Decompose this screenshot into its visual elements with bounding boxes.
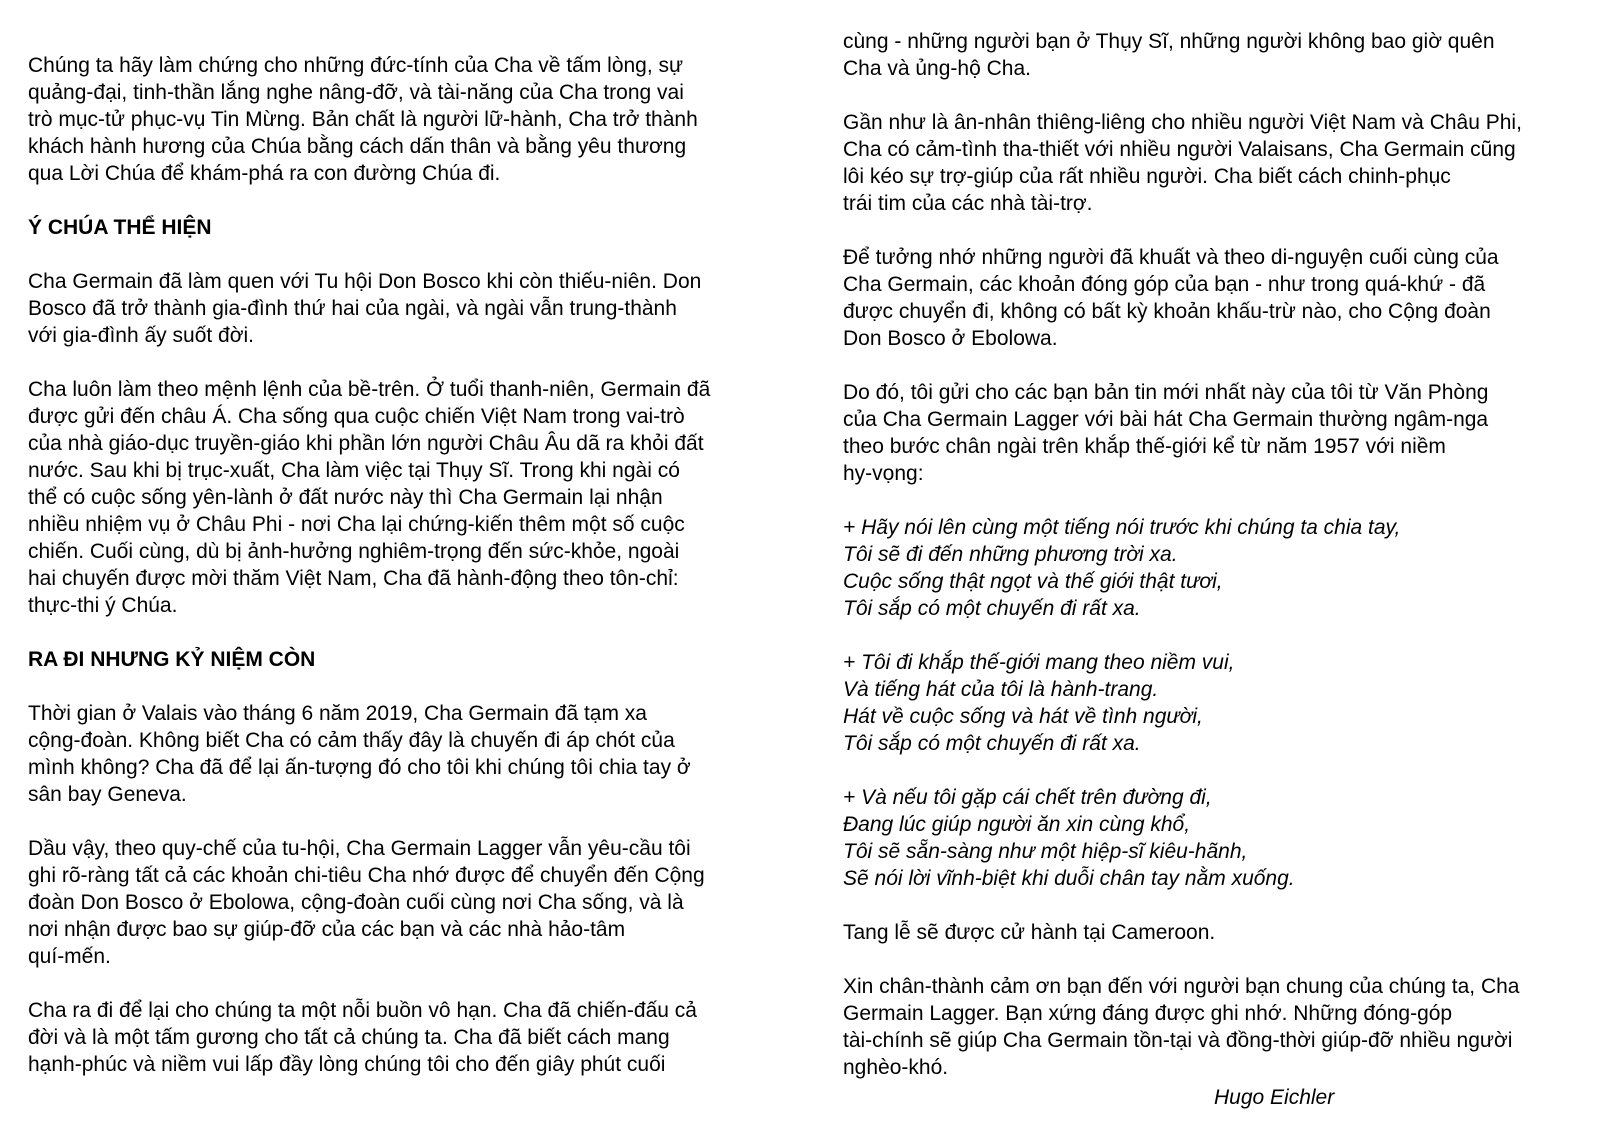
text-line: nhiều nhiệm vụ ở Châu Phi - nơi Cha lại chứng-kiến thêm một số cuộc [28, 513, 685, 536]
text-line: với gia-đình ấy suốt đời. [28, 324, 254, 347]
verse-line: Tôi sẽ đi đến những phương trời xa. [843, 543, 1178, 566]
text-line: nước. Sau khi bị trục-xuất, Cha làm việc tại Thụy Sĩ. Trong khi ngài có [28, 459, 680, 482]
right-column [843, 28, 1583, 1111]
paragraph-intro [28, 52, 788, 187]
text-line: Don Bosco ở Ebolowa. [843, 327, 1058, 350]
paragraph-benefactor [843, 109, 1583, 217]
text-line: Cha ra đi để lại cho chúng ta một nỗi buồn vô hạn. Cha đã chiến-đấu cả [28, 999, 697, 1022]
signature: Hugo Eichler [1214, 1086, 1335, 1109]
paragraph-friends [843, 28, 1583, 82]
text-line: cộng-đoàn. Không biết Cha có cảm thấy đây là chuyến đi áp chót của [28, 729, 675, 752]
verse-line: Và tiếng hát của tôi là hành-trang. [843, 678, 1159, 701]
paragraph-contributions [843, 244, 1583, 352]
text-line: hai chuyến được mời thăm Việt Nam, Cha đã hành-động theo tôn-chỉ: [28, 567, 679, 590]
section-heading-y-chua: Ý CHÚA THỂ HIỆN [28, 216, 212, 239]
text-line: Cha Germain đã làm quen với Tu hội Don Bosco khi còn thiếu-niên. Don [28, 270, 702, 293]
text-line: Gần như là ân-nhân thiêng-liêng cho nhiều người Việt Nam và Châu Phi, [843, 111, 1522, 134]
text-line: hạnh-phúc và niềm vui lấp đầy lòng chúng tôi cho đến giây phút cuối [28, 1053, 666, 1076]
text-line: Dầu vậy, theo quy-chế của tu-hội, Cha Germain Lagger vẫn yêu-cầu tôi [28, 837, 691, 860]
verse-line: Sẽ nói lời vĩnh-biệt khi duỗi chân tay nằm xuống. [843, 867, 1295, 890]
verse-line: Cuộc sống thật ngọt và thế giới thật tươi, [843, 570, 1223, 593]
verse-line: Hát về cuộc sống và hát về tình người, [843, 705, 1203, 728]
song-verse-2 [843, 649, 1583, 757]
text-line: qua Lời Chúa để khám-phá ra con đường Chúa đi. [28, 162, 501, 185]
text-line: hy-vọng: [843, 462, 924, 485]
text-line: đời và là một tấm gương cho tất cả chúng ta. Cha đã biết cách mang [28, 1026, 670, 1049]
text-line: thực-thi ý Chúa. [28, 594, 178, 617]
text-line: Cha luôn làm theo mệnh lệnh của bề-trên. Ở tuổi thanh-niên, Germain đã [28, 378, 711, 401]
text-line: mình không? Cha đã để lại ấn-tượng đó cho tôi khi chúng tôi chia tay ở [28, 756, 691, 779]
verse-line: Tôi sẽ sẵn-sàng như một hiệp-sĩ kiêu-hãnh, [843, 840, 1248, 863]
text-line: của Cha Germain Lagger với bài hát Cha Germain thường ngâm-nga [843, 408, 1489, 431]
text-line: cùng - những người bạn ở Thụy Sĩ, những người không bao giờ quên [843, 30, 1495, 53]
text-line: trò mục-tử phục-vụ Tin Mừng. Bản chất là người lữ-hành, Cha trở thành [28, 108, 698, 131]
text-line: ghi rõ-ràng tất cả các khoản chi-tiêu Cha nhớ được để chuyển đến Cộng [28, 864, 705, 887]
text-line: Cha Germain, các khoản đóng góp của bạn - như trong quá-khứ - đã [843, 273, 1486, 296]
text-line: trái tim của các nhà tài-trợ. [843, 192, 1093, 215]
text-line: Xin chân-thành cảm ơn bạn đến với người bạn chung của chúng ta, Cha [843, 975, 1520, 998]
text-line: Tang lễ sẽ được cử hành tại Cameroon. [843, 921, 1216, 944]
paragraph-sorrow [28, 997, 788, 1078]
text-line: lôi kéo sự trợ-giúp của rất nhiều người. Cha biết cách chinh-phục [843, 165, 1451, 188]
text-line: Thời gian ở Valais vào tháng 6 năm 2019, Cha Germain đã tạm xa [28, 702, 647, 725]
paragraph-thanks [843, 973, 1583, 1081]
paragraph-funeral [843, 919, 1583, 946]
text-line: Do đó, tôi gửi cho các bạn bản tin mới nhất này của tôi từ Văn Phòng [843, 381, 1489, 404]
paragraph-expenses [28, 835, 788, 970]
text-line: Bosco đã trở thành gia-đình thứ hai của ngài, và ngài vẫn trung-thành [28, 297, 677, 320]
text-line: theo bước chân ngài trên khắp thế-giới kể từ năm 1957 với niềm [843, 435, 1446, 458]
text-line: sân bay Geneva. [28, 783, 187, 806]
song-verse-1 [843, 514, 1583, 622]
text-line: của nhà giáo-dục truyền-giáo khi phần lớn người Châu Âu dã ra khỏi đất [28, 432, 704, 455]
text-line: đoàn Don Bosco ở Ebolowa, cộng-đoàn cuối cùng nơi Cha sống, và là [28, 891, 684, 914]
verse-line: + Và nếu tôi gặp cái chết trên đường đi, [843, 786, 1212, 809]
paragraph-don-bosco [28, 268, 788, 349]
text-line: được gửi đến châu Á. Cha sống qua cuộc chiến Việt Nam trong vai-trò [28, 405, 685, 428]
text-line: khách hành hương của Chúa bằng cách dấn thân và bằng yêu thương [28, 135, 687, 158]
text-line: được chuyển đi, không có bất kỳ khoản khấu-trừ nào, cho Cộng đoàn [843, 300, 1491, 323]
verse-line: Đang lúc giúp người ăn xin cùng khổ, [843, 813, 1191, 836]
text-line: Germain Lagger. Bạn xứng đáng được ghi nhớ. Những đóng-góp [843, 1002, 1453, 1025]
text-line: nơi nhận được bao sự giúp-đỡ của các bạn và các nhà hảo-tâm [28, 918, 626, 941]
verse-line: Tôi sắp có một chuyến đi rất xa. [843, 597, 1141, 620]
text-line: Để tưởng nhớ những người đã khuất và theo di-nguyện cuối cùng của [843, 246, 1499, 269]
paragraph-valais [28, 700, 788, 808]
text-line: chiến. Cuối cùng, dù bị ảnh-hưởng nghiêm-trọng đến sức-khỏe, ngoài [28, 540, 680, 563]
paragraph-mission [28, 376, 788, 619]
text-line: quảng-đại, tinh-thần lắng nghe nâng-đỡ, và tài-năng của Cha trong vai [28, 81, 684, 104]
text-line: Chúng ta hãy làm chứng cho những đức-tính của Cha về tấm lòng, sự [28, 54, 684, 77]
text-line: tài-chính sẽ giúp Cha Germain tồn-tại và đồng-thời giúp-đỡ nhiều người [843, 1029, 1513, 1052]
song-verse-3 [843, 784, 1583, 892]
verse-line: Tôi sắp có một chuyến đi rất xa. [843, 732, 1141, 755]
left-column [28, 52, 788, 1105]
verse-line: + Tôi đi khắp thế-giới mang theo niềm vui, [843, 651, 1235, 674]
text-line: Cha và ủng-hộ Cha. [843, 57, 1031, 80]
text-line: thể có cuộc sống yên-lành ở đất nước này thì Cha Germain lại nhận [28, 486, 663, 509]
paragraph-newsletter [843, 379, 1583, 487]
text-line: Cha có cảm-tình tha-thiết với nhiều người Valaisans, Cha Germain cũng [843, 138, 1516, 161]
section-heading-ra-di: RA ĐI NHƯNG KỶ NIỆM CÒN [28, 648, 316, 671]
verse-line: + Hãy nói lên cùng một tiếng nói trước khi chúng ta chia tay, [843, 516, 1401, 539]
text-line: nghèo-khó. [843, 1056, 949, 1079]
text-line: quí-mến. [28, 945, 111, 968]
